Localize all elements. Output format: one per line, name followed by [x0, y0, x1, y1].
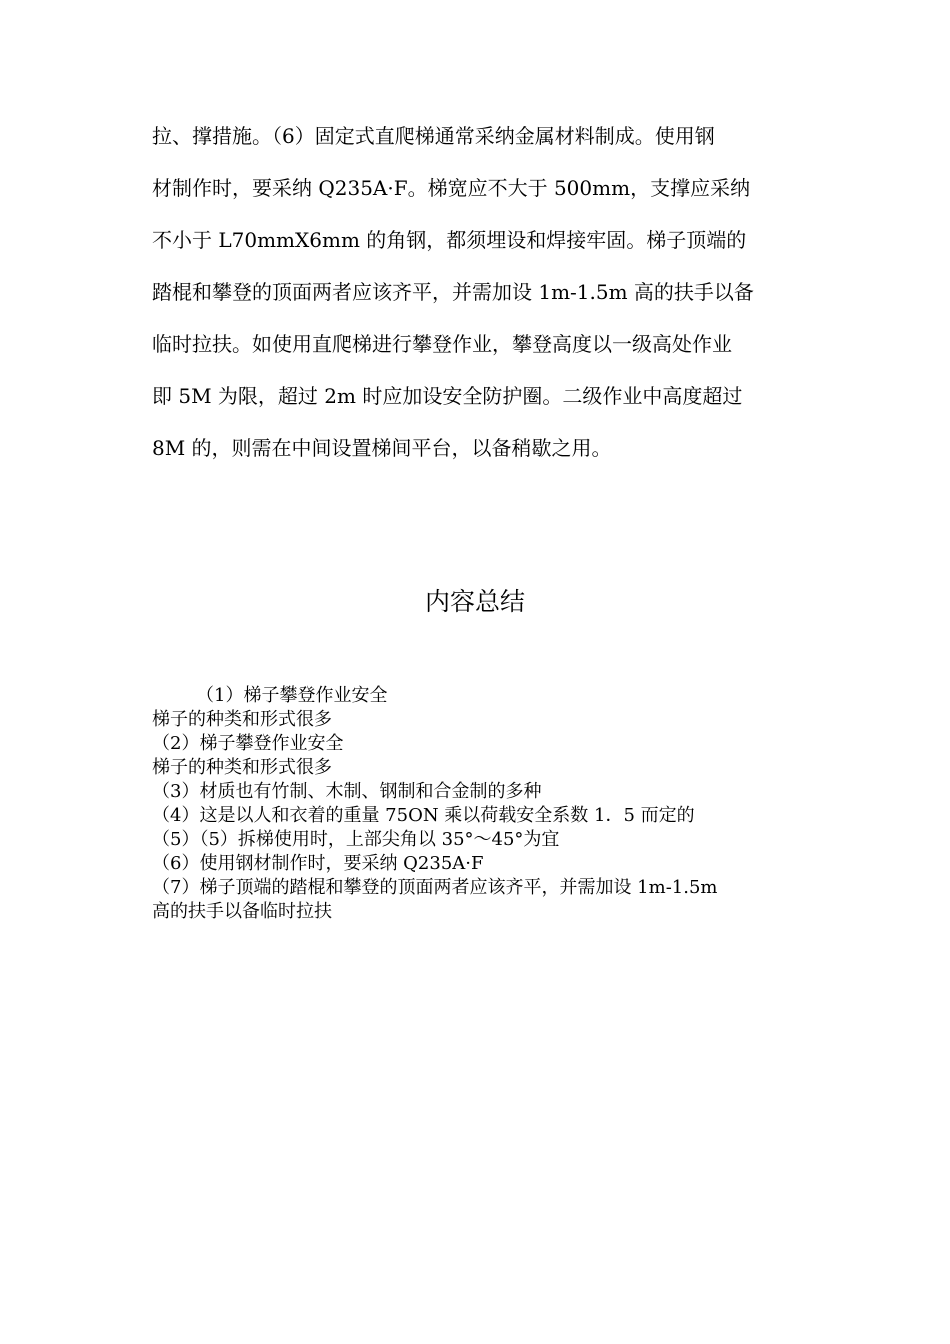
- summary-item: （4）这是以人和衣着的重量 75ON 乘以荷载安全系数 1．5 而定的: [152, 805, 695, 826]
- paragraph-line: 不小于 L70mmX6mm 的角钢，都须埋设和焊接牢固。梯子顶端的: [152, 228, 747, 252]
- body-paragraph: [152, 118, 812, 482]
- paragraph-line: 材制作时，要采纳 Q235A·F。梯宽应不大于 500mm，支撑应采纳: [152, 176, 751, 200]
- summary-item: （5）（5）拆梯使用时，上部尖角以 35°～45°为宜: [152, 829, 560, 850]
- summary-item: （2）梯子攀登作业安全: [152, 733, 344, 754]
- summary-item: （3）材质也有竹制、木制、钢制和合金制的多种: [152, 781, 542, 802]
- summary-heading: 内容总结: [424, 587, 525, 616]
- summary-item: 梯子的种类和形式很多: [152, 757, 332, 778]
- paragraph-line: 8M 的，则需在中间设置梯间平台，以备稍歇之用。: [152, 436, 612, 460]
- summary-list: [152, 684, 812, 924]
- summary-item: （1）梯子攀登作业安全: [196, 685, 388, 706]
- summary-item: （7）梯子顶端的踏棍和攀登的顶面两者应该齐平，并需加设 1m-1.5m: [152, 877, 718, 898]
- summary-item: 梯子的种类和形式很多: [152, 709, 332, 730]
- summary-item: 高的扶手以备临时拉扶: [152, 901, 332, 922]
- paragraph-line: 踏棍和攀登的顶面两者应该齐平，并需加设 1m-1.5m 高的扶手以备: [152, 280, 754, 304]
- paragraph-line: 临时拉扶。如使用直爬梯进行攀登作业，攀登高度以一级高处作业: [152, 332, 732, 356]
- summary-item: （6）使用钢材制作时，要采纳 Q235A·F: [152, 853, 484, 874]
- paragraph-line: 拉、撑措施。（6）固定式直爬梯通常采纳金属材料制成。使用钢: [152, 124, 715, 148]
- paragraph-line: 即 5M 为限，超过 2m 时应加设安全防护圈。二级作业中高度超过: [152, 384, 743, 408]
